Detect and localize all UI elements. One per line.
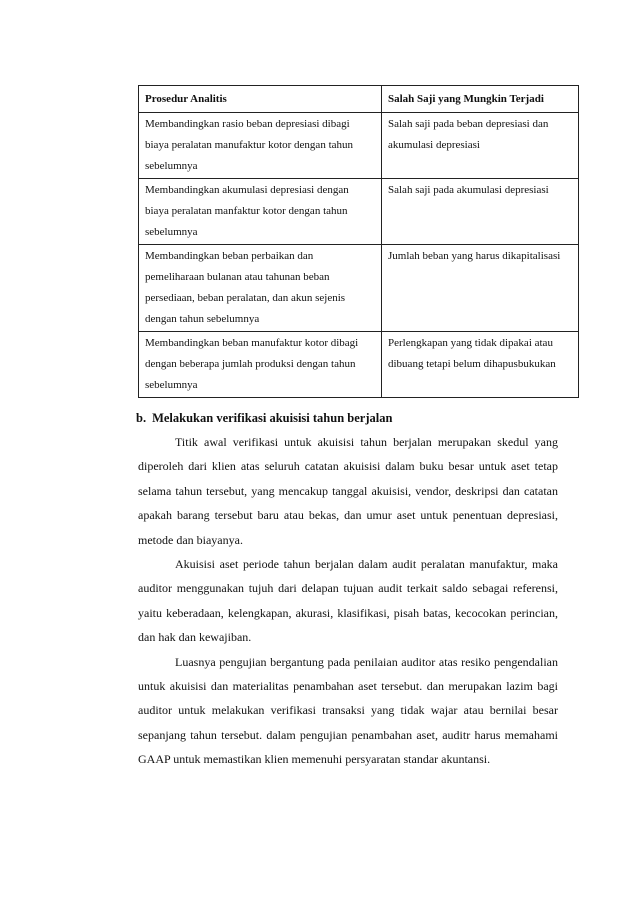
header-misstatement: Salah Saji yang Mungkin Terjadi [382,86,579,113]
procedure-cell: Membandingkan beban perbaikan dan pemeliharaan bulanan atau tahunan beban persediaan, beban peralatan, dan akun sejenis dengan tahun sebelumnya [139,245,382,332]
misstatement-cell: Salah saji pada akumulasi depresiasi [382,179,579,245]
section-title: Melakukan verifikasi akuisisi tahun berjalan [152,411,393,425]
section-b [138,407,558,772]
procedure-cell: Membandingkan rasio beban depresiasi dibagi biaya peralatan manufaktur kotor dengan tahun sebelumnya [139,113,382,179]
section-heading [136,407,558,429]
table-row [139,245,579,332]
misstatement-cell: Jumlah beban yang harus dikapitalisasi [382,245,579,332]
table-header-row [139,86,579,113]
misstatement-cell: Salah saji pada beban depresiasi dan akumulasi depresiasi [382,113,579,179]
misstatement-cell: Perlengkapan yang tidak dipakai atau dibuang tetapi belum dihapusbukukan [382,332,579,398]
paragraph: Akuisisi aset periode tahun berjalan dalam audit peralatan manufaktur, maka auditor menggunakan tujuh dari delapan tujuan audit terkait saldo sebagai referensi, yaitu keberadaan, kelengkapan, akurasi, klasifikasi, pisah batas, kecocokan perincian, dan hak dan kewajiban. [138,557,558,645]
analytic-procedures-table [138,85,579,398]
procedure-cell: Membandingkan akumulasi depresiasi dengan biaya peralatan manfaktur kotor dengan tahun sebelumnya [139,179,382,245]
paragraph: Titik awal verifikasi untuk akuisisi tahun berjalan merupakan skedul yang diperoleh dari klien atas seluruh catatan akuisisi dalam buku besar untuk aset tetap selama tahun tersebut, yang mencakup tanggal akuisisi, vendor, deskripsi dan catatan apakah barang tersebut baru atau bekas, dan umur aset untuk penentuan depresiasi, metode dan biayanya. [138,435,558,547]
paragraph: Luasnya pengujian bergantung pada penilaian auditor atas resiko pengendalian untuk akuisisi dan materialitas penambahan aset tersebut. dan merupakan lazim bagi auditor untuk melakukan verifikasi transaksi yang tidak wajar atau bernilai besar sepanjang tahun tersebut. dalam pengujian penambahan aset, auditr harus memahami GAAP untuk memastikan klien memenuhi persyaratan standar akuntansi. [138,654,558,767]
header-procedure: Prosedur Analitis [139,86,382,113]
table-row [139,113,579,179]
section-label: b. [136,411,147,425]
table-row [139,179,579,245]
table-row [139,332,579,398]
procedure-cell: Membandingkan beban manufaktur kotor dibagi dengan beberapa jumlah produksi dengan tahun sebelumnya [139,332,382,398]
